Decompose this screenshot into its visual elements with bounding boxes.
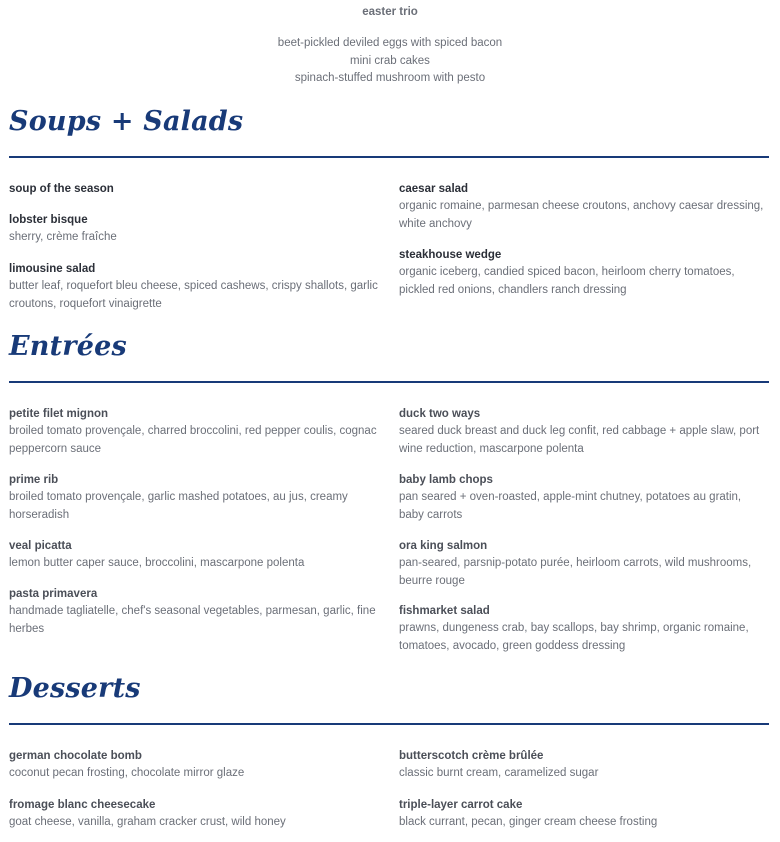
menu-item-name: triple-layer carrot cake [399,799,523,811]
menu-item-description: sherry, crème fraîche [9,231,117,243]
menu-item [399,406,769,458]
menu-item-name: butterscotch crème brûlée [399,750,544,762]
menu-item [9,797,379,832]
menu-item-name: lobster bisque [9,214,88,226]
menu-item-name: fromage blanc cheesecake [9,799,156,811]
menu-item-name: fishmarket salad [399,605,490,617]
menu-item-description: prawns, dungeness crab, bay scallops, bay shrimp, organic romaine, tomatoes, avocado, green goddess dressing [399,622,749,652]
menu-item-name: prime rib [9,474,59,486]
menu-item [9,212,379,247]
menu-item-description: coconut pecan frosting, chocolate mirror glaze [9,767,245,779]
menu-item [399,181,769,233]
soups-salads-heading: Soups + Salads [9,106,244,137]
menu-item [9,472,379,524]
menu-item-description: organic romaine, parmesan cheese croutons, anchovy caesar dressing, white anchovy [399,200,764,230]
menu-item-description: lemon butter caper sauce, broccolini, mascarpone polenta [9,557,305,569]
menu-item [399,247,769,299]
menu-item [399,797,769,832]
menu-item-description: pan-seared, parsnip-potato purée, heirloom carrots, wild mushrooms, beurre rouge [399,557,752,587]
menu-item-name: duck two ways [399,408,481,420]
menu-item [9,406,379,458]
menu-item-name: petite filet mignon [9,408,109,420]
menu-item-description: broiled tomato provençale, garlic mashed potatoes, au jus, creamy horseradish [9,491,348,521]
menu-item-name: caesar salad [399,183,469,195]
menu-item-description: organic iceberg, candied spiced bacon, heirloom cherry tomatoes, pickled red onions, chandlers ranch dressing [399,266,735,296]
menu-item-description: classic burnt cream, caramelized sugar [399,767,599,779]
menu-item [399,748,769,783]
menu-item [9,586,379,638]
menu-item-name: german chocolate bomb [9,750,142,762]
section-divider [9,723,769,725]
menu-item-description: pan seared + oven-roasted, apple-mint chutney, potatoes au gratin, baby carrots [399,491,742,521]
menu-item [9,261,379,313]
menu-item-name: veal picatta [9,540,72,552]
easter-trio-line: beet-pickled deviled eggs with spiced bacon [277,37,503,49]
menu-item [399,538,769,590]
easter-trio-line: spinach-stuffed mushroom with pesto [294,72,486,84]
easter-trio-title: easter trio [362,6,418,18]
menu-item [399,603,769,655]
menu-item-description: black currant, pecan, ginger cream cheese frosting [399,816,658,828]
menu-item [9,181,379,198]
easter-trio-line: mini crab cakes [350,55,430,67]
menu-item [9,538,379,573]
menu-item-description: seared duck breast and duck leg confit, red cabbage + apple slaw, port wine reduction, mascarpone polenta [399,425,760,455]
menu-item-name: ora king salmon [399,540,488,552]
menu-item [399,472,769,524]
menu-item-description: broiled tomato provençale, charred broccolini, red pepper coulis, cognac peppercorn sauce [9,425,377,455]
section-divider [9,381,769,383]
menu-item-name: steakhouse wedge [399,249,502,261]
section-divider [9,156,769,158]
menu-item-description: handmade tagliatelle, chef's seasonal vegetables, parmesan, garlic, fine herbes [9,605,376,635]
menu-item-description: goat cheese, vanilla, graham cracker crust, wild honey [9,816,286,828]
menu-item-name: limousine salad [9,263,96,275]
menu-item-name: soup of the season [9,183,114,195]
menu-item [9,748,379,783]
menu-item-description: butter leaf, roquefort bleu cheese, spiced cashews, crispy shallots, garlic croutons, roquefort vinaigrette [9,280,378,310]
menu-item-name: pasta primavera [9,588,98,600]
entrees-heading: Entrées [9,331,127,362]
menu-item-name: baby lamb chops [399,474,493,486]
desserts-heading: Desserts [9,673,141,704]
